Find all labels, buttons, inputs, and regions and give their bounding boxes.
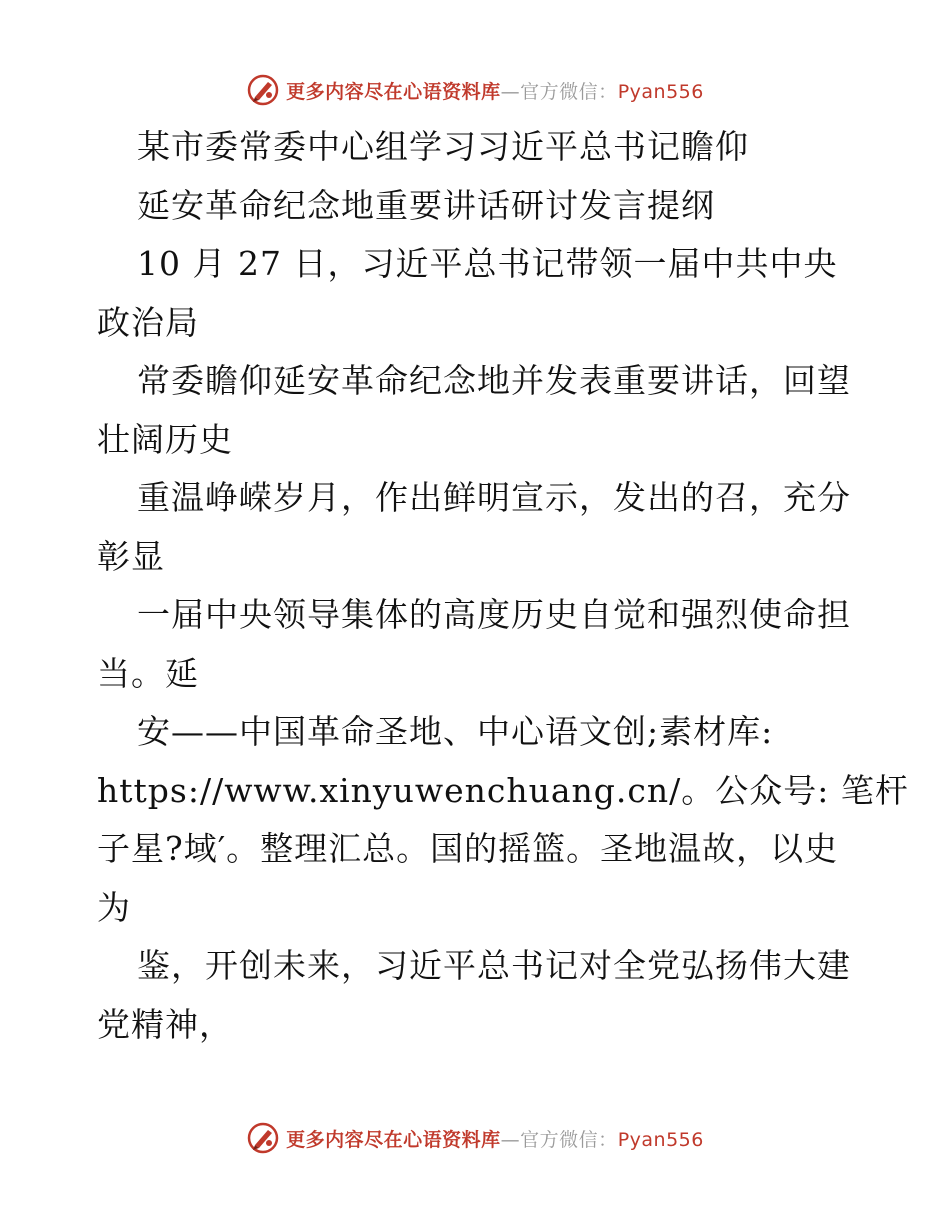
text-line: 为 (97, 887, 131, 927)
text-line: 常委瞻仰延安革命纪念地并发表重要讲话，回望 (137, 361, 851, 400)
text-line: 党精神， (97, 1004, 233, 1044)
text-line: https://www.xinyuwenchuang.cn/。公众号: 笔杆 (97, 770, 909, 810)
text-line: 政治局 (97, 302, 199, 342)
watermark-dash: — (500, 1128, 521, 1151)
footer-watermark (0, 1118, 950, 1158)
watermark-wechat-label: 官方微信： (520, 1128, 618, 1151)
text-line: 某市委常委中心组学习习近平总书记瞻仰 (137, 127, 749, 166)
brand-logo-icon (246, 73, 280, 107)
text-line: 当。延 (97, 653, 199, 693)
text-line: 壮阔历史 (97, 419, 233, 459)
watermark-text (286, 1125, 704, 1152)
document-body (97, 118, 909, 1054)
text-line: 重温峥嵘岁月，作出鲜明宣示，发出的召，充分 (137, 478, 851, 517)
header-watermark (0, 70, 950, 110)
text-line: 彰显 (97, 536, 165, 576)
watermark-wechat-id: Pyan556 (617, 1128, 704, 1151)
watermark-wechat-id: Pyan556 (617, 80, 704, 103)
text-line: 子星?域′。整理汇总。国的摇篮。圣地温故，以史 (97, 829, 839, 868)
brand-logo-icon (246, 1121, 280, 1155)
text-line: 安——中国革命圣地、中心语文创;素材库: (137, 712, 774, 751)
text-line: 10 月 27 日，习近平总书记带领一届中共中央 (137, 244, 838, 283)
text-line: 一届中央领导集体的高度历史自觉和强烈使命担 (137, 595, 851, 634)
watermark-text (286, 77, 704, 104)
watermark-dash: — (500, 80, 521, 103)
watermark-wechat-label: 官方微信： (520, 80, 618, 103)
watermark-brand: 更多内容尽在心语资料库 (286, 80, 501, 103)
text-line: 延安革命纪念地重要讲话研讨发言提纲 (137, 185, 715, 225)
text-line: 鉴，开创未来，习近平总书记对全党弘扬伟大建 (137, 946, 851, 985)
watermark-brand: 更多内容尽在心语资料库 (286, 1128, 501, 1151)
